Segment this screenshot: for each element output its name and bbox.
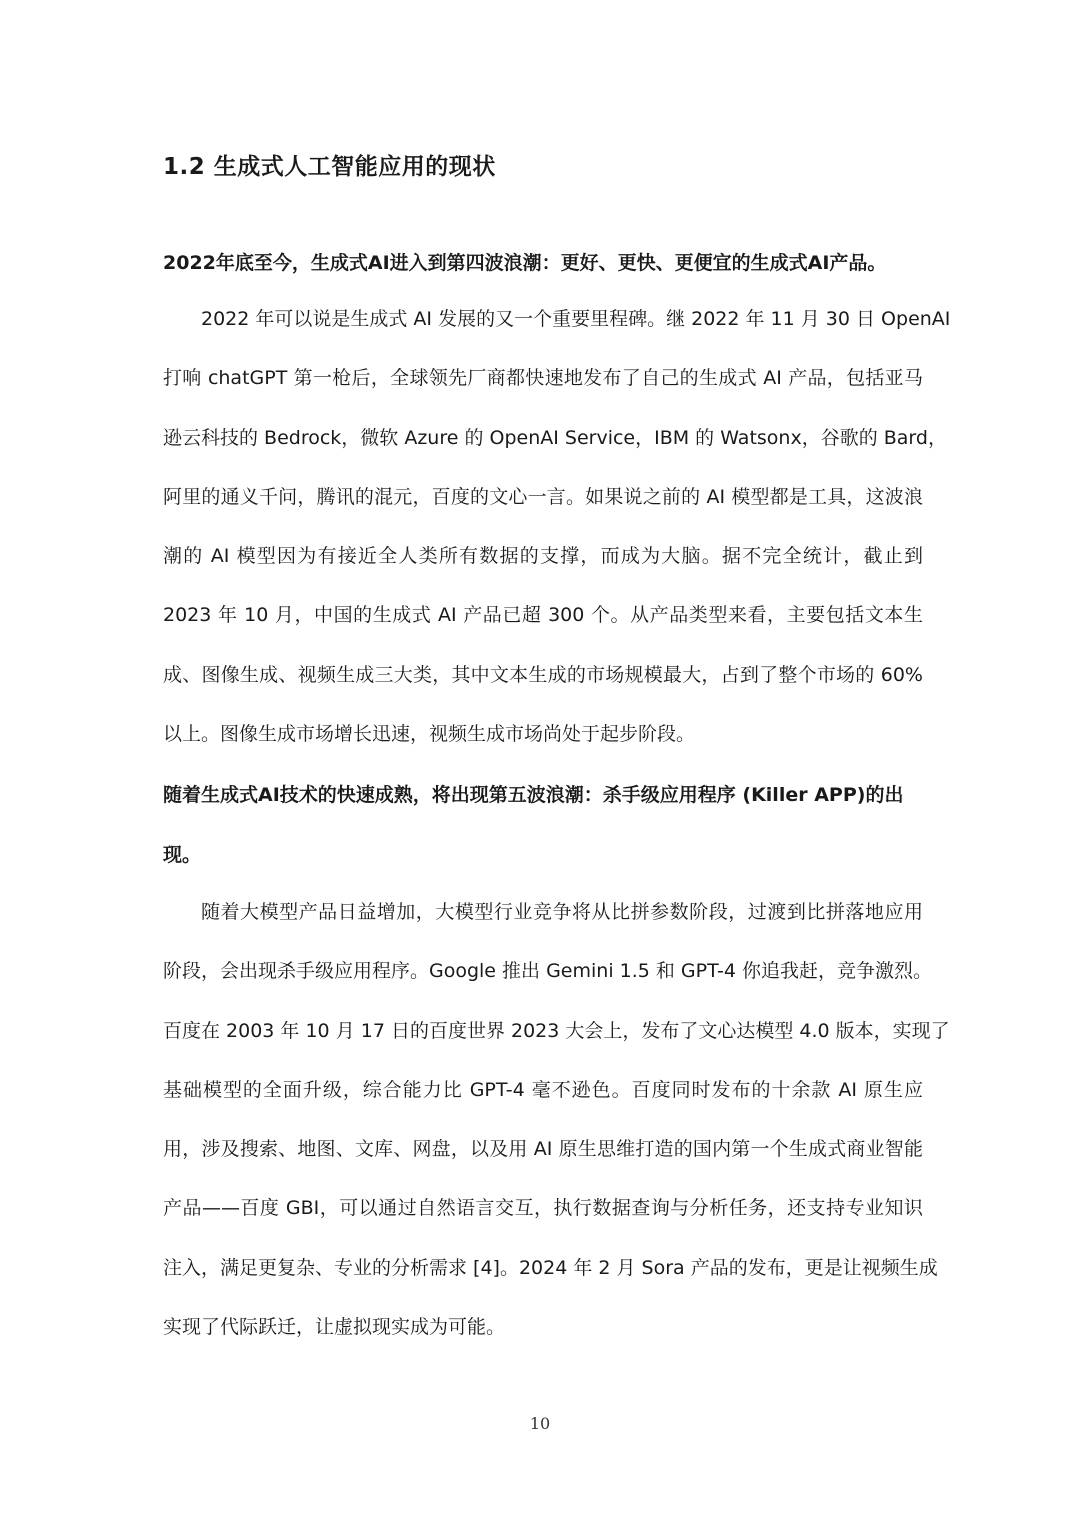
paragraph-line: 阿里的通义千问，腾讯的混元，百度的文心一言。如果说之前的 AI 模型都是工具，这波浪: [163, 485, 923, 508]
paragraph-line: 以上。图像生成市场增长迅速，视频生成市场尚处于起步阶段。: [163, 723, 696, 746]
paragraph-line: 成、图像生成、视频生成三大类，其中文本生成的市场规模最大，占到了整个市场的 60%: [163, 663, 923, 686]
lead-statement-fifth-wave: 随着生成式AI技术的快速成熟，将出现第五波浪潮：杀手级应用程序 (Killer APP)的出现。: [163, 784, 904, 866]
paragraph-line: 百度在 2003 年 10 月 17 日的百度世界 2023 大会上，发布了文心达模型 4.0 版本，实现了: [163, 1019, 950, 1042]
section-heading: 1.2 生成式人工智能应用的现状: [163, 154, 496, 180]
paragraph-fifth-wave: [163, 883, 950, 1357]
paragraph-line: 实现了代际跃迁，让虚拟现实成为可能。: [163, 1316, 506, 1339]
paragraph-fourth-wave: [163, 290, 951, 764]
lead-statement-fourth-wave: 2022年底至今，生成式AI进入到第四波浪潮：更好、更快、更便宜的生成式AI产品。: [163, 252, 887, 274]
paragraph-line: 2023 年 10 月，中国的生成式 AI 产品已超 300 个。从产品类型来看，主要包括文本生: [163, 604, 923, 627]
paragraph-line: 随着大模型产品日益增加，大模型行业竞争将从比拼参数阶段，过渡到比拼落地应用: [201, 901, 923, 923]
paragraph-line: 产品——百度 GBI，可以通过自然语言交互，执行数据查询与分析任务，还支持专业知识: [163, 1197, 923, 1220]
paragraph-line: 基础模型的全面升级，综合能力比 GPT-4 毫不逊色。百度同时发布的十余款 AI 原生应: [163, 1078, 923, 1101]
paragraph-line: 逊云科技的 Bedrock，微软 Azure 的 OpenAI Service，IBM 的 Watsonx，谷歌的 Bard，: [163, 426, 947, 449]
paragraph-line: 打响 chatGPT 第一枪后，全球领先厂商都快速地发布了自己的生成式 AI 产品，包括亚马: [163, 367, 923, 390]
paragraph-line: 注入，满足更复杂、专业的分析需求 [4]。2024 年 2 月 Sora 产品的发布，更是让视频生成: [163, 1256, 938, 1279]
paragraph-line: 用，涉及搜索、地图、文库、网盘，以及用 AI 原生思维打造的国内第一个生成式商业智能: [163, 1138, 923, 1161]
paragraph-line: 潮的 AI 模型因为有接近全人类所有数据的支撑，而成为大脑。据不完全统计，截止到: [163, 545, 923, 568]
page-number: 10: [529, 1414, 551, 1433]
paragraph-line: 阶段，会出现杀手级应用程序。Google 推出 Gemini 1.5 和 GPT-4 你追我赶，竞争激烈。: [163, 960, 932, 983]
paragraph-line: 2022 年可以说是生成式 AI 发展的又一个重要里程碑。继 2022 年 11 月 30 日 OpenAI: [201, 308, 951, 330]
